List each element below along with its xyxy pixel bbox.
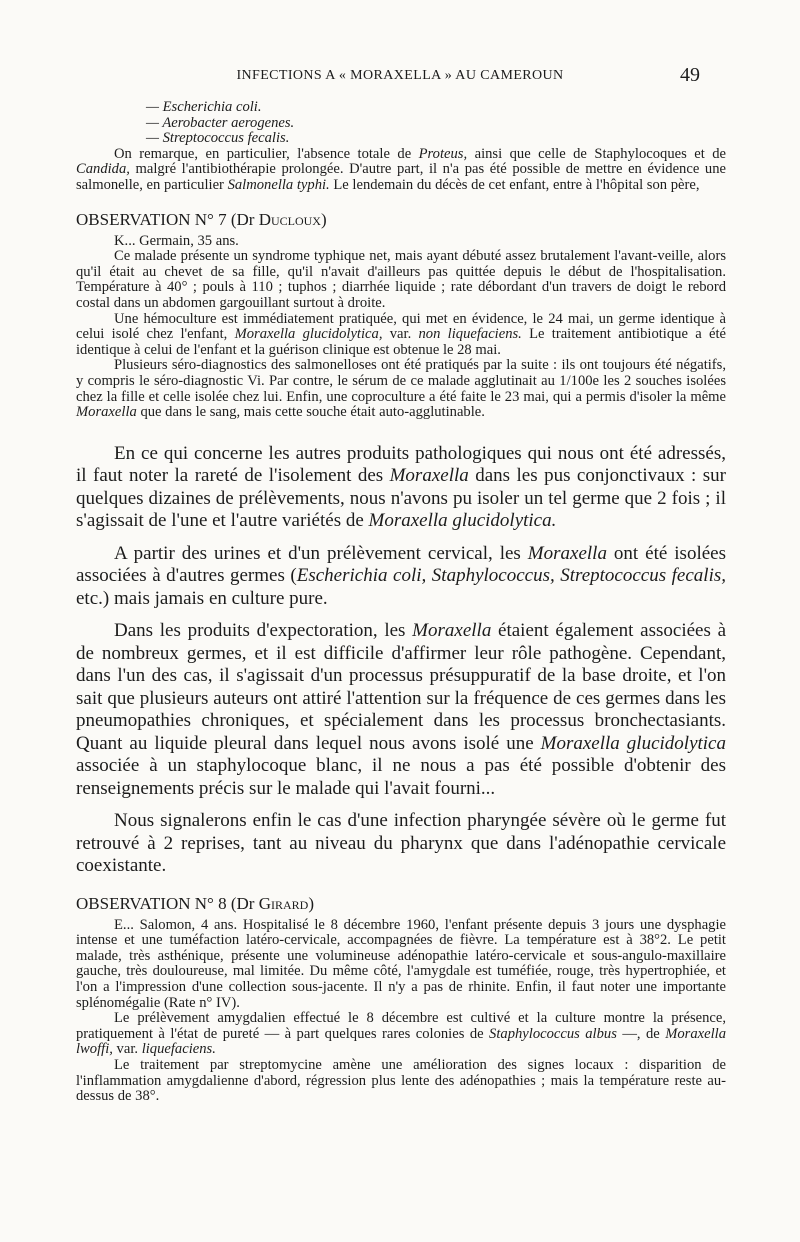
main-content bbox=[76, 100, 726, 1105]
observation-8-text: E... Salomon, 4 ans. Hospitalisé le 8 décembre 1960, l'enfant présente depuis 3 jours une dysphagie intense et une tuméfaction latéro-cervicale, accompagnées de fièvre. La température est à 38°2. Le petit malade, très asthénique, présente une volumineuse adénopathie latéro-cervicale et sous-angulo-maxillaire gauche, très douloureuse, mal limitée. Du même côté, l'amygdale est tuméfiée, rouge, très hypertrophiée, et l'on a l'impression d'une collection sous-jacente. Il n'y a pas de rhinite. Enfin, il faut noter une importante splénomégalie (Rate n° IV). Le prélèvement amygdalien effectué le 8 décembre est cultivé et la culture montre la présence, pratiquement à l'état de pureté — à part quelques rares colonies de Staphylococcus albus —, de Moraxella lwoffi, var. liquefaciens. Le traitement par streptomycine amène une amélioration des signes locaux : disparition de l'inflammation amygdalienne d'abord, régression plus lente des adénopathies ; mais la température reste au-dessus de 38°. bbox=[76, 916, 726, 1105]
body-paragraph: Nous signalerons enfin le cas d'une infection pharyngée sévère où le germe fut retrouvé à 2 reprises, tant au niveau du pharynx que dans l'adénopathie cervicale coexistante. bbox=[76, 810, 726, 877]
organism-list bbox=[76, 100, 726, 147]
list-item: — Streptococcus fecalis. bbox=[146, 130, 290, 147]
body-text bbox=[76, 443, 726, 878]
list-item: — Aerobacter aerogenes. bbox=[146, 114, 295, 131]
page-number: 49 bbox=[680, 64, 700, 86]
patient-line: K... Germain, 35 ans. bbox=[114, 232, 239, 249]
body-paragraph: En ce qui concerne les autres produits pathologiques qui nous ont été adressés, il faut noter la rareté de l'isolement des Moraxella dans les pus conjonctivaux : sur quelques dizaines de prélèvements, nous n'avons pu isoler un tel germe que 2 fois ; il s'agissait de l'une et l'autre variétés de Moraxella glucidolytica. bbox=[76, 442, 726, 532]
observation-7-text: K... Germain, 35 ans. Ce malade présente un syndrome typhique net, mais ayant débuté assez brutalement l'avant-veille, alors qu'il était au chevet de sa fille, qu'il n'avait d'ailleurs pas quittée depuis le début de l'hospitalisation. Température à 40° ; pouls à 110 ; tuphos ; diarrhée liquide ; rate débordant d'un travers de doigt le rebord costal dans un abdomen gargouillant surtout à droite. Une hémoculture est immédiatement pratiquée, qui met en évidence, le 24 mai, un germe identique à celui isolé chez l'enfant, Moraxella glucidolytica, var. non liquefaciens. Le traitement antibiotique a été identique à celui de l'enfant et la guérison clinique est obtenue le 28 mai. Plusieurs séro-diagnostics des salmonelloses ont été pratiqués par la suite : ils ont toujours été négatifs, y compris le séro-diagnostic Vi. Par contre, le sérum de ce malade agglutinait au 1/100e les 2 souches isolées chez la fille et celle isolée chez lui. Enfin, une coproculture a été faite le 23 mai, qui a permis d'isoler la même Moraxella que dans le sang, mais cette souche était auto-agglutinable. bbox=[76, 232, 726, 421]
running-title: INFECTIONS A « MORAXELLA » AU CAMEROUN bbox=[236, 68, 564, 83]
list-item: — Escherichia coli. bbox=[146, 99, 262, 115]
body-paragraph: Dans les produits d'expectoration, les Moraxella étaient également associées à de nombreux germes, et il est difficile d'affirmer leur rôle pathogène. Cependant, dans l'un des cas, il s'agissait d'un processus présuppuratif de la base droite, et l'on sait que plusieurs auteurs ont attiré l'attention sur la fréquence de ces germes dans les pneumopathies chroniques, et spécialement dans les processus bronchectasiants. Quant au liquide pleural dans lequel nous avons isolé une Moraxella glucidolytica associée à un staphylocoque blanc, il ne nous a pas été possible d'obtenir des renseignements précis sur le malade qui l'avait fourni... bbox=[76, 620, 726, 799]
observation-8-heading: OBSERVATION N° 8 (Dr Girard) bbox=[76, 893, 314, 913]
body-paragraph: A partir des urines et d'un prélèvement cervical, les Moraxella ont été isolées associées à d'autres germes (Escherichia coli, Staphylococcus, Streptococcus fecalis, etc.) mais jamais en culture pure. bbox=[76, 542, 726, 609]
observation-7-heading: OBSERVATION N° 7 (Dr Ducloux) bbox=[76, 209, 327, 229]
paragraph-remarks: On remarque, en particulier, l'absence totale de Proteus, ainsi que celle de Staphylocoques et de Candida, malgré l'antibiothérapie prolongée. D'autre part, il n'a pas été possible de mettre en évidence une salmonelle, en particulier Salmonella typhi. Le lendemain du décès de cet enfant, entre à l'hôpital son père, bbox=[76, 145, 726, 193]
